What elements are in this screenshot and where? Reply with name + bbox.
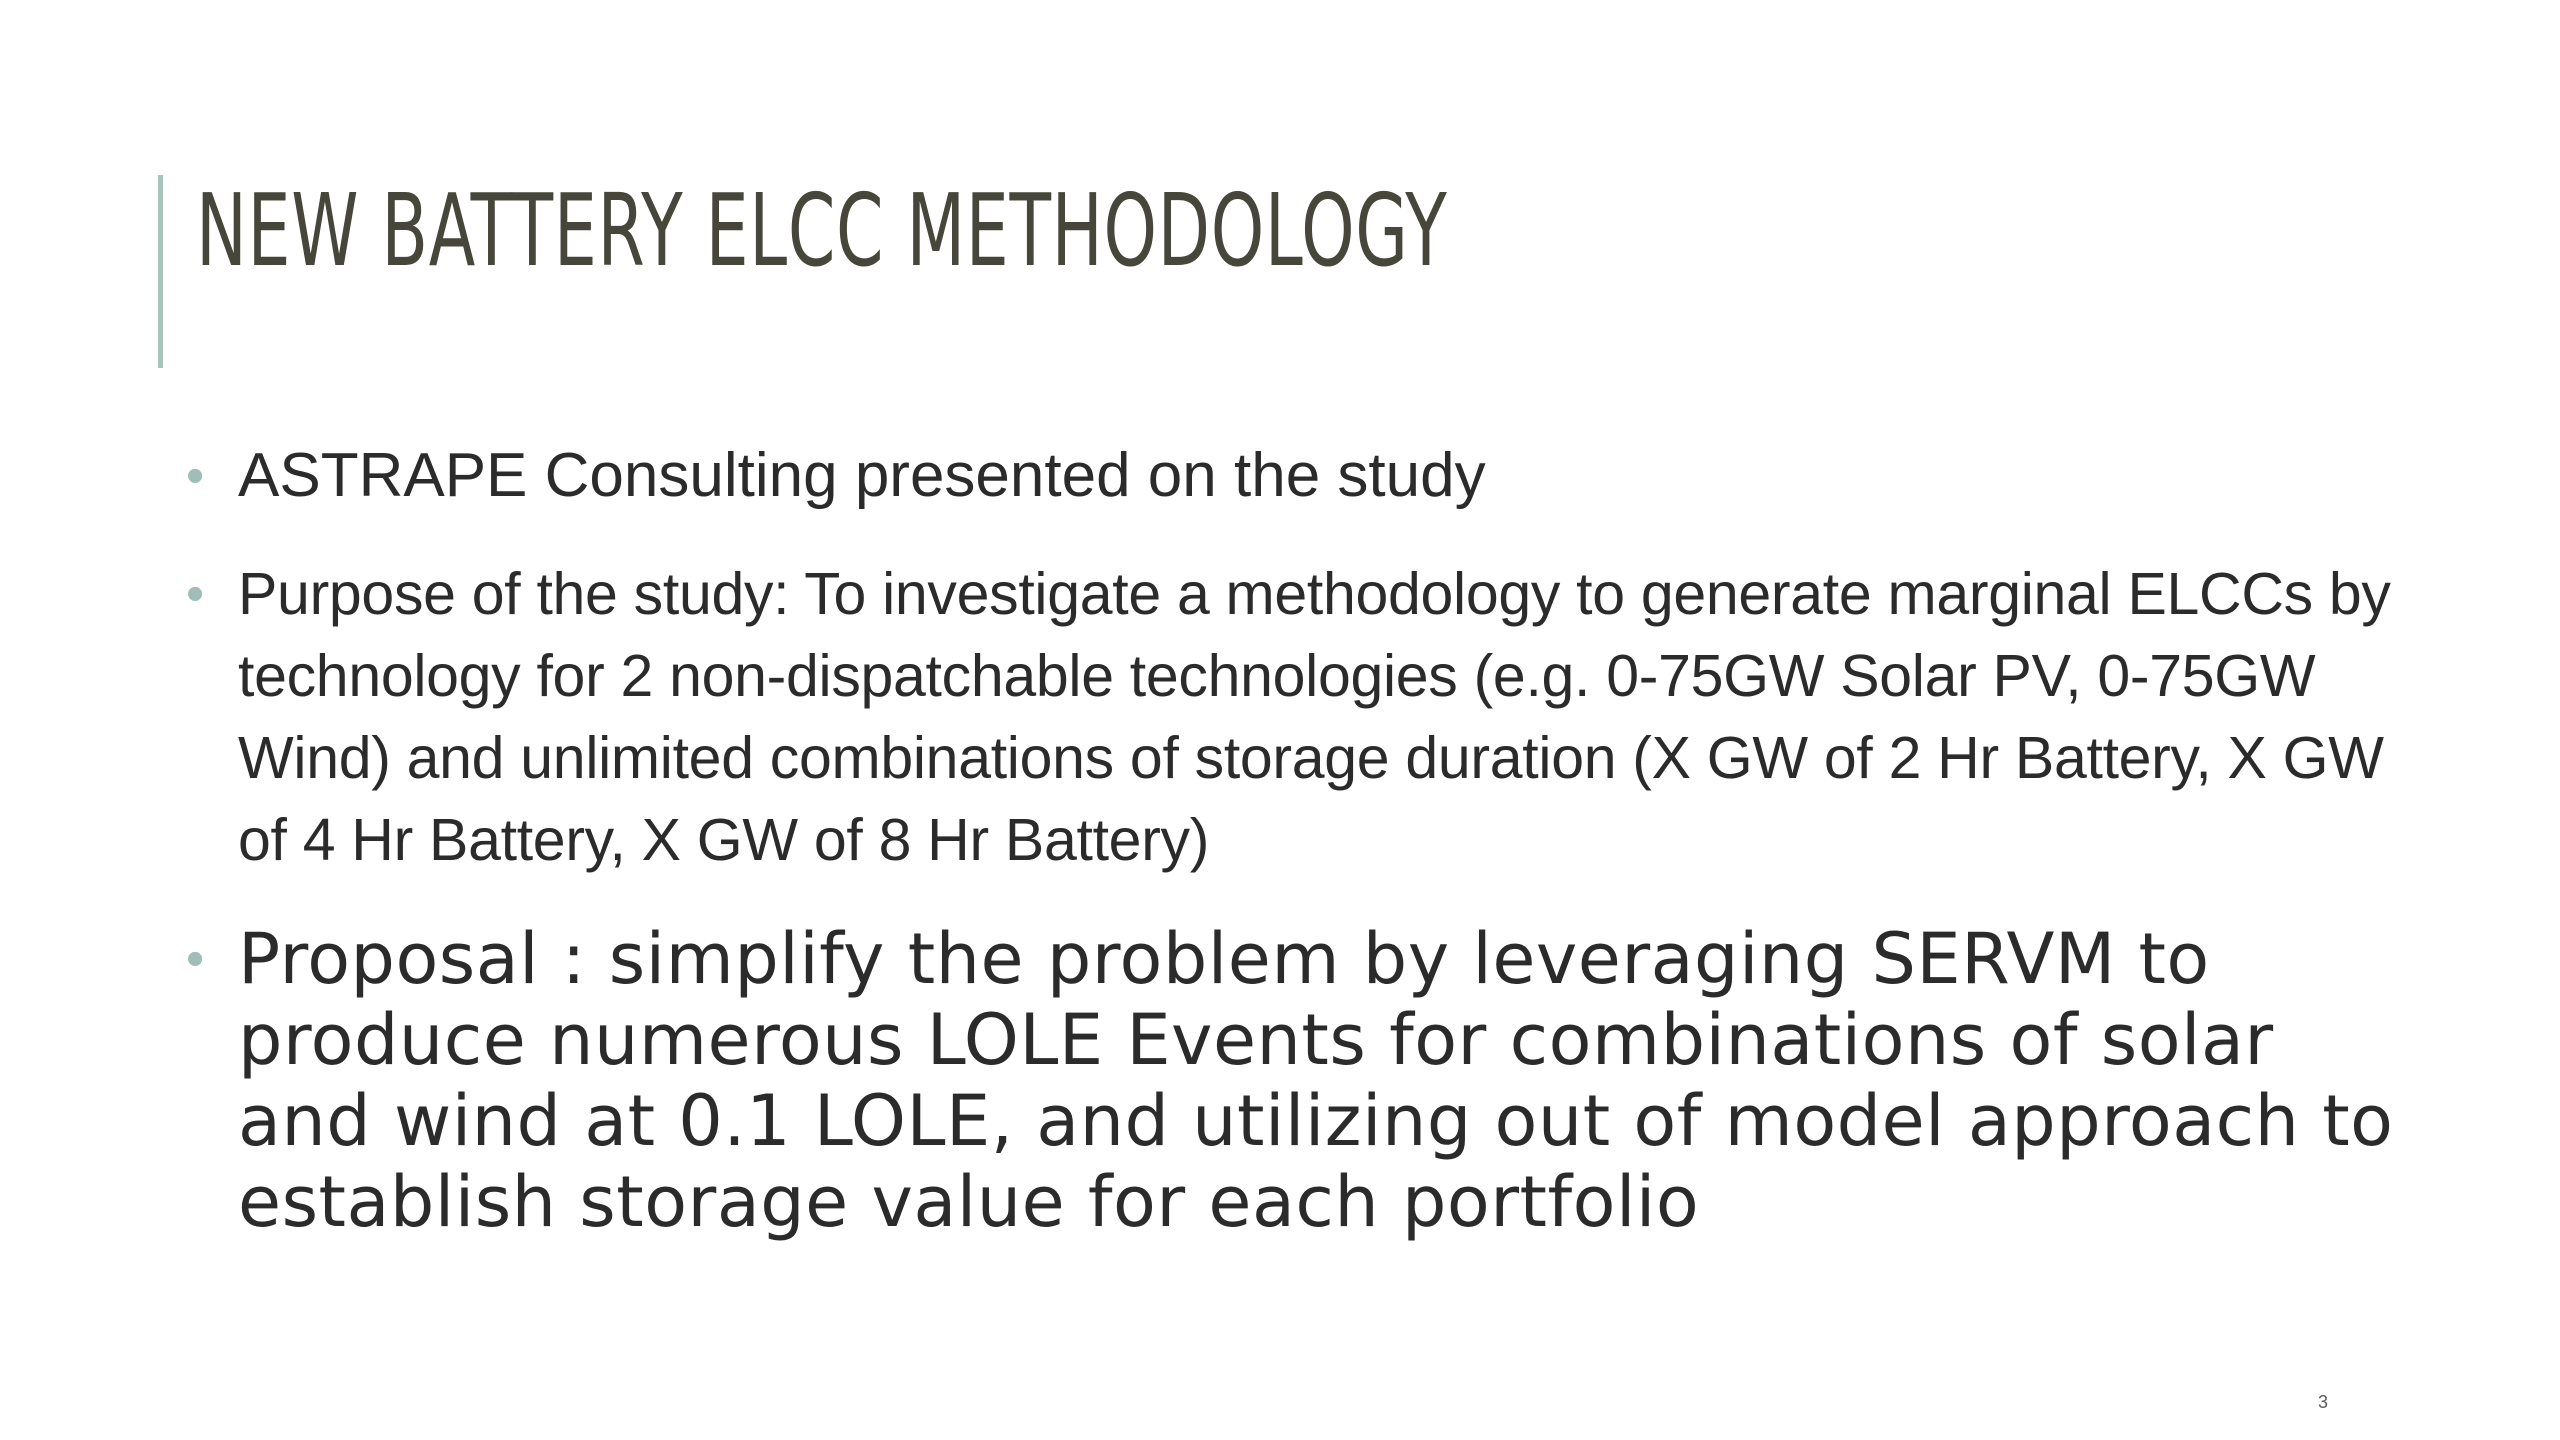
bullet-list [186,435,2426,1243]
slide-title: NEW BATTERY ELCC METHODOLOGY [196,172,1448,289]
bullet-dot-icon: • [186,930,205,988]
bullet-text: Proposal : simplify the problem by leveraging SERVM to produce numerous LOLE Events for combinations of solar and wind at 0.1 LOLE, and utilizing out of model approach to establish storage value for each portfolio [238,918,2394,1243]
bullet-dot-icon: • [186,447,205,505]
bullet-item [186,553,2426,881]
bullet-item [186,435,2426,517]
bullet-text: Purpose of the study: To investigate a methodology to generate marginal ELCCs by technology for 2 non-dispatchable technologies (e.g. 0-75GW Solar PV, 0-75GW Wind) and unlimited combinations of storage duration (X GW of 2 Hr Battery, X GW of 4 Hr Battery, X GW of 8 Hr Battery) [238,561,2391,873]
bullet-text: ASTRAPE Consulting presented on the study [238,441,1486,510]
bullet-item [186,919,2426,1243]
bullet-dot-icon: • [186,565,204,623]
page-number: 3 [2318,1392,2329,1412]
title-accent-bar [158,175,163,368]
